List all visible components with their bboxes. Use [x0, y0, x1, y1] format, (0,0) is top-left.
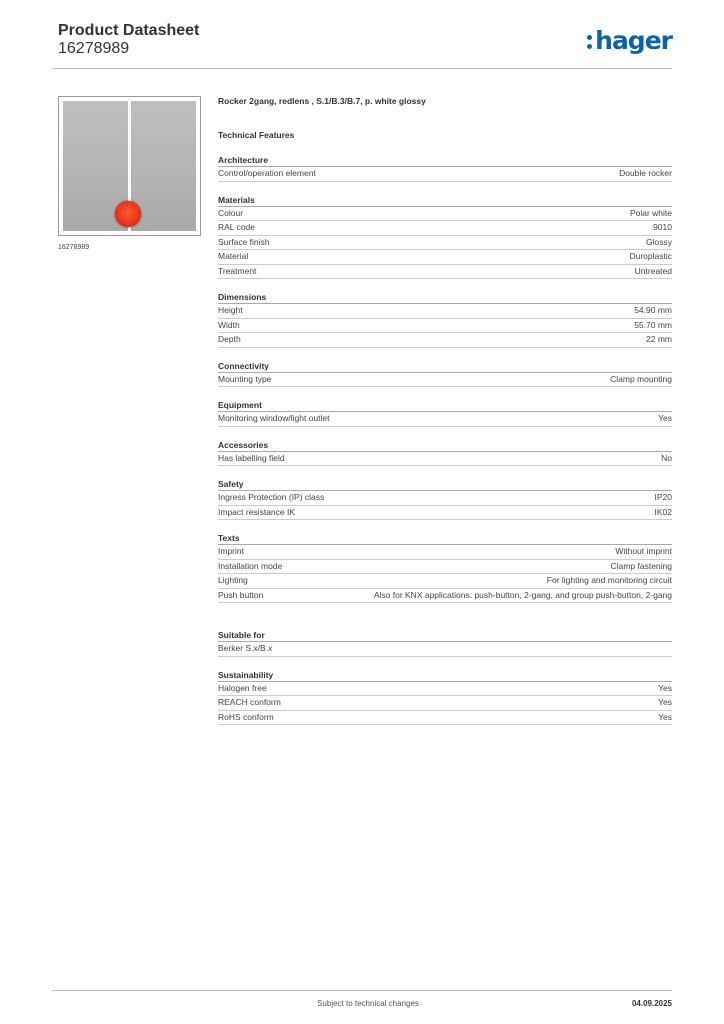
spec-value: No — [661, 452, 672, 463]
section-sustainability — [218, 669, 672, 726]
spec-row — [218, 696, 672, 711]
section-title: Equipment — [218, 399, 672, 412]
spec-row — [218, 452, 672, 467]
spec-row — [218, 207, 672, 222]
spec-label: Has labelling field — [218, 452, 285, 463]
spec-row — [218, 221, 672, 236]
section-equipment — [218, 399, 672, 427]
spec-value: For lighting and monitoring circuit — [546, 575, 672, 585]
section-materials — [218, 194, 672, 280]
spec-value: Also for KNX applications: push-button, 2-gang, and group push-button, 2-gang — [373, 589, 672, 600]
product-name: Rocker 2gang, redlens , S.1/B.3/B.7, p. white glossy — [218, 96, 426, 106]
spec-label: Berker S.x/B.x — [218, 643, 273, 653]
spec-row — [218, 589, 672, 604]
spec-content — [218, 96, 672, 737]
spec-value: 54.90 mm — [634, 305, 672, 315]
spec-label: Imprint — [218, 546, 244, 556]
section-title: Connectivity — [218, 360, 672, 373]
section-spacer — [218, 615, 672, 629]
document-number: 16278989 — [58, 40, 130, 57]
section-title: Architecture — [218, 154, 672, 167]
spec-value: Duroplastic — [629, 251, 672, 261]
spec-label: Monitoring window/light outlet — [218, 413, 330, 423]
spec-row — [218, 333, 672, 348]
spec-value: 9010 — [653, 222, 672, 232]
image-caption: 16278989 — [58, 244, 90, 251]
spec-row — [218, 304, 672, 319]
spec-value: Yes — [658, 413, 672, 423]
spec-label: Height — [218, 305, 243, 315]
spec-label: Installation mode — [218, 560, 283, 571]
spec-label: Mounting type — [218, 373, 272, 384]
spec-label: Lighting — [218, 575, 248, 585]
spec-label: Material — [218, 251, 249, 261]
spec-row — [218, 167, 672, 182]
spec-value: Double rocker — [619, 168, 672, 178]
technical-features-heading: Technical Features — [218, 130, 295, 140]
spec-label: Push button — [218, 589, 264, 600]
spec-value: IP20 — [654, 492, 672, 502]
spec-value: 22 mm — [646, 334, 672, 344]
spec-value: Polar white — [629, 207, 672, 218]
spec-row — [218, 545, 672, 560]
spec-label: Depth — [218, 334, 241, 344]
spec-row — [218, 711, 672, 726]
spec-row — [218, 412, 672, 427]
section-title: Sustainability — [218, 669, 672, 682]
spec-row — [218, 574, 672, 589]
spec-label: Control/operation element — [218, 168, 316, 178]
spec-value: Yes — [658, 711, 672, 722]
spec-value: Untreated — [634, 265, 672, 276]
spec-row — [218, 642, 672, 657]
spec-value: 55.70 mm — [634, 319, 672, 330]
section-title: Dimensions — [218, 291, 672, 304]
spec-row — [218, 560, 672, 575]
section-title: Materials — [218, 194, 672, 207]
spec-row — [218, 236, 672, 251]
spec-label: Ingress Protection (IP) class — [218, 492, 325, 502]
spec-value: IK02 — [654, 506, 672, 517]
product-image — [58, 96, 201, 236]
spec-label: Treatment — [218, 265, 257, 276]
spec-value: Clamp fastening — [610, 560, 672, 571]
spec-value: Without imprint — [615, 546, 672, 556]
spec-label: RoHS conform — [218, 711, 274, 722]
document-header — [58, 22, 199, 58]
section-accessories — [218, 439, 672, 467]
spec-value: Clamp mounting — [610, 373, 672, 384]
spec-row — [218, 319, 672, 334]
footer-divider — [52, 990, 672, 991]
spec-value: Yes — [658, 682, 672, 693]
spec-value: Glossy — [646, 236, 672, 247]
document-title: Product Datasheet — [58, 22, 200, 39]
spec-label: Impact resistance IK — [218, 506, 296, 517]
section-dimensions — [218, 291, 672, 348]
section-suitable-for — [218, 629, 672, 657]
section-architecture — [218, 154, 672, 182]
spec-label: RAL code — [218, 222, 256, 232]
section-title: Suitable for — [218, 629, 672, 642]
section-title: Safety — [218, 478, 672, 491]
section-texts — [218, 532, 672, 603]
spec-label: Halogen free — [218, 682, 267, 693]
spec-label: REACH conform — [218, 697, 281, 707]
section-title: Texts — [218, 532, 672, 545]
section-title: Accessories — [218, 439, 672, 452]
logo-text: hager — [595, 26, 672, 55]
section-connectivity — [218, 360, 672, 388]
colon-dots-icon — [587, 34, 592, 50]
spec-row — [218, 265, 672, 280]
spec-label: Colour — [218, 207, 244, 218]
spec-row — [218, 250, 672, 265]
footer-note: Subject to technical changes — [317, 999, 419, 1008]
spec-label: Width — [218, 319, 240, 330]
spec-value: Yes — [658, 697, 672, 707]
hager-logo — [587, 26, 672, 56]
spec-label: Surface finish — [218, 236, 270, 247]
spec-row — [218, 373, 672, 388]
spec-row — [218, 506, 672, 521]
header-divider — [52, 68, 672, 69]
spec-row — [218, 682, 672, 697]
red-lens-icon — [115, 201, 141, 227]
footer-date: 04.09.2025 — [631, 999, 672, 1008]
spec-row — [218, 491, 672, 506]
section-safety — [218, 478, 672, 520]
